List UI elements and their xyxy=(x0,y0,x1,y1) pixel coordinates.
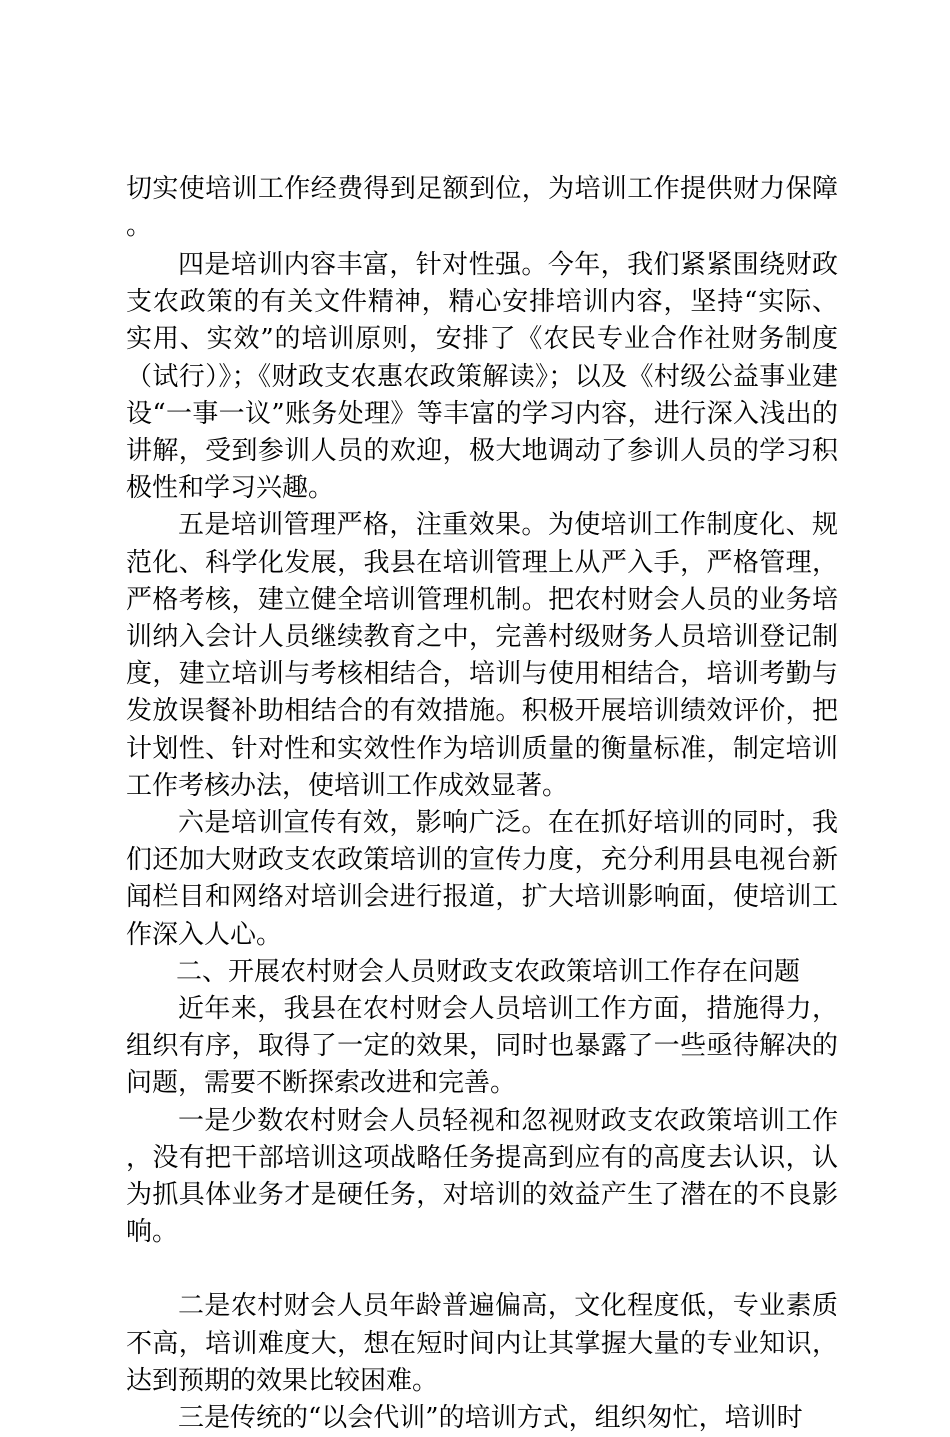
paragraph-continuation xyxy=(126,171,838,245)
paragraph-item-6-publicity: 六是培训宣传有效，影响广泛。在在抓好培训的同时，我们还加大财政支农政策培训的宣传力度，充分利用县电视台新闻栏目和网络对培训会进行报道，扩大培训影响面，使培训工作深入人心。 xyxy=(126,808,838,950)
paragraph-problem-3: 三是传统的“以会代训”的培训方式，组织匆忙，培训时 xyxy=(178,1403,803,1434)
paragraph-group-achievements xyxy=(126,247,838,1437)
paragraph-problem-1: 一是少数农村财会人员轻视和忽视财政支农政策培训工作，没有把干部培训这项战略任务提高到应有的高度去认识，认为抓具体业务才是硬任务，对培训的效益产生了潜在的不良影响。 xyxy=(126,1105,838,1248)
paragraph-item-5-management: 五是培训管理严格，注重效果。为使培训工作制度化、规范化、科学化发展，我县在培训管理上从严入手，严格管理，严格考核，建立健全培训管理机制。把农村财会人员的业务培训纳入会计人员继续教育之中，完善村级财务人员培训登记制度，建立培训与考核相结合，培训与使用相结合，培训考勤与发放误餐补助相结合的有效措施。积极开展培训绩效评价，把计划性、针对性和实效性作为培训质量的衡量标准，制定培训工作考核办法，使培训工作成效显著。 xyxy=(126,510,838,801)
paragraph-intro-problems: 近年来，我县在农村财会人员培训工作方面，措施得力，组织有序，取得了一定的效果，同时也暴露了一些亟待解决的问题，需要不断探索改进和完善。 xyxy=(126,994,838,1099)
section-heading: 二、开展农村财会人员财政支农政策培训工作存在问题 xyxy=(176,956,801,987)
paragraph-problem-2: 二是农村财会人员年龄普遍偏高，文化程度低，专业素质不高，培训难度大，想在短时间内让其掌握大量的专业知识，达到预期的效果比较困难。 xyxy=(126,1291,838,1396)
paragraph-text: 切实使培训工作经费得到足额到位，为培训工作提供财力保障。 xyxy=(126,174,838,242)
paragraph-item-4-content: 四是培训内容丰富，针对性强。今年，我们紧紧围绕财政支农政策的有关文件精神，精心安排培训内容，坚持“实际、实用、实效”的培训原则，安排了《农民专业合作社财务制度（试行）》；《财政支农惠农政策解读》；以及《村级公益事业建设“一事一议”账务处理》等丰富的学习内容，进行深入浅出的讲解，受到参训人员的欢迎，极大地调动了参训人员的学习积极性和学习兴趣。 xyxy=(126,250,838,504)
